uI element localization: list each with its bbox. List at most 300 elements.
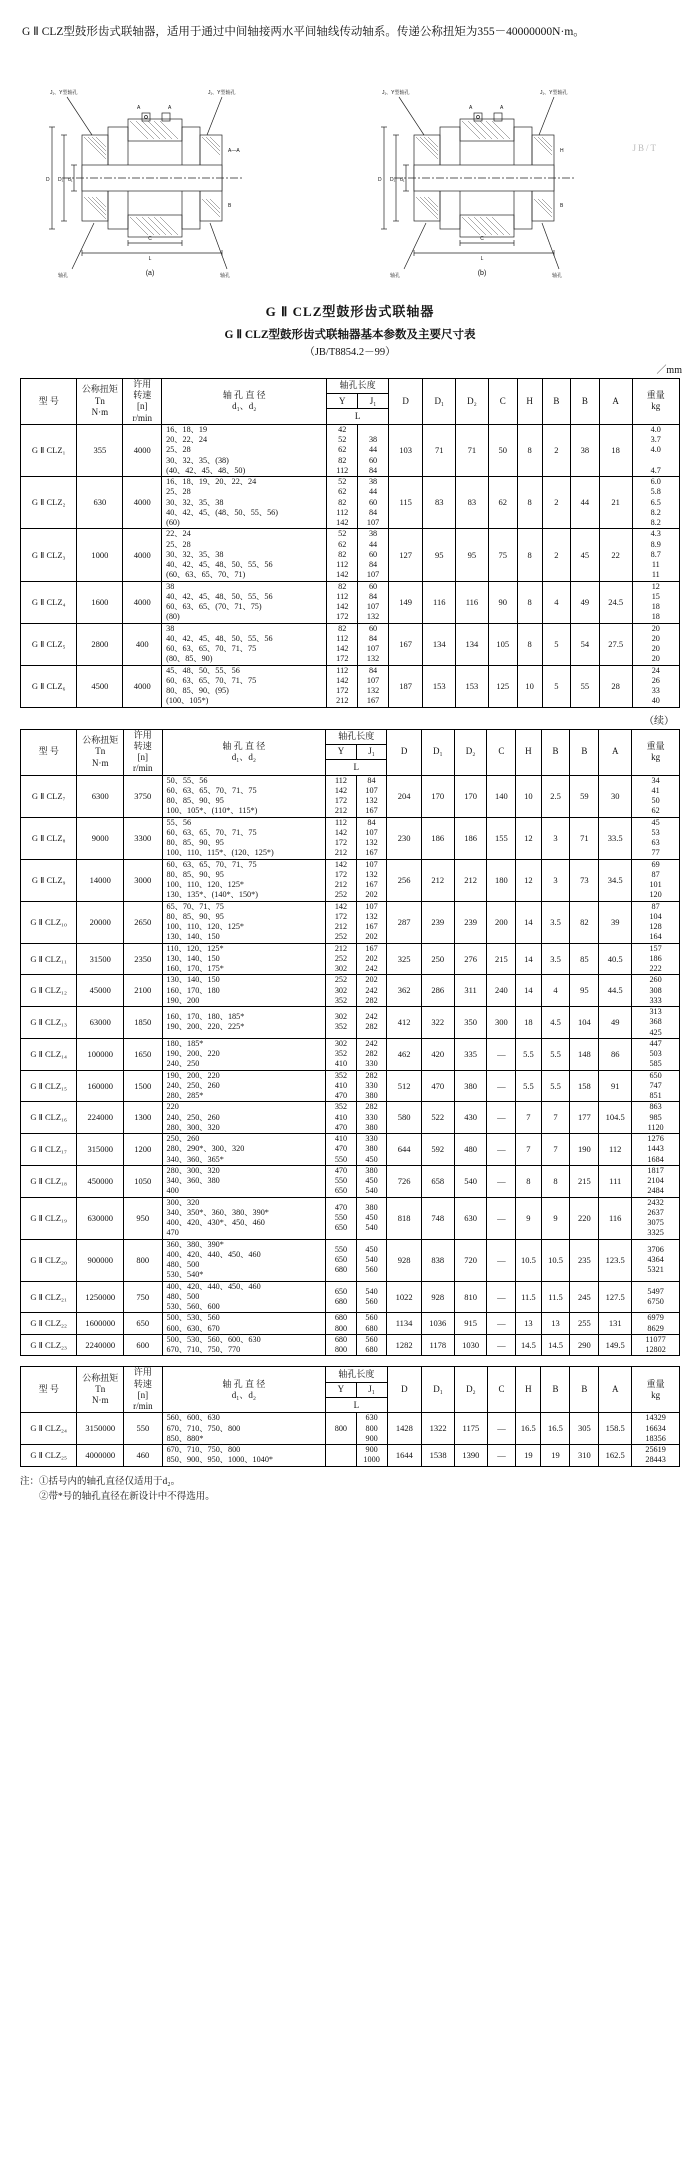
cell-torque: 1600 (77, 581, 123, 623)
cell-D1: 1178 (421, 1334, 454, 1356)
cell-H: 12 (516, 817, 541, 859)
assembly-figure (22, 57, 678, 287)
cell-model: G Ⅱ CLZ₇ (21, 775, 77, 817)
cell-Y: 352 410 470 (326, 1070, 357, 1102)
cell-bore: 16、18、19 20、22、24 25、28 30、32、35、(38) (40、42、45、48、50) (162, 424, 327, 476)
cell-B: 9 (541, 1197, 570, 1239)
cell-B2: 305 (570, 1413, 599, 1445)
table-row (21, 1313, 680, 1335)
table-row (21, 477, 680, 529)
cell-D: 412 (387, 1007, 422, 1039)
th-borelength: 轴孔长度 (326, 1367, 387, 1382)
cell-speed: 1650 (124, 1038, 162, 1070)
cell-model: G Ⅱ CLZ₂₂ (21, 1313, 77, 1335)
cell-torque: 100000 (77, 1038, 124, 1070)
cell-Y: 52 62 82 112 142 (327, 477, 358, 529)
cell-model: G Ⅱ CLZ₁₆ (21, 1102, 77, 1134)
cell-Y: 302 352 (326, 1007, 357, 1039)
cell-H: 7 (516, 1102, 541, 1134)
cell-speed: 3000 (124, 859, 162, 901)
cell-model: G Ⅱ CLZ₂₁ (21, 1281, 77, 1313)
cell-D1: 1036 (421, 1313, 454, 1335)
cell-speed: 460 (124, 1445, 162, 1467)
cell-A: 40.5 (599, 943, 632, 975)
th-Y: Y (327, 394, 358, 409)
cell-H: 8 (517, 623, 542, 665)
notes-block (20, 1475, 680, 1505)
th-L: L (326, 1397, 387, 1412)
cell-C: 105 (488, 623, 517, 665)
cell-bore: 22、24 25、28 30、32、35、38 40、42、45、48、50、55、56 (60、63、65、70、71) (162, 529, 327, 581)
svg-text:d₁: d₁ (400, 176, 405, 183)
th-B2: B (570, 729, 599, 775)
cell-B: 10.5 (541, 1239, 570, 1281)
th-L: L (327, 409, 389, 424)
th-D2: D₂ (454, 729, 487, 775)
cell-A: 33.5 (599, 817, 632, 859)
th-B2: B (571, 378, 600, 424)
cell-D1: 838 (421, 1239, 454, 1281)
cell-B: 3 (541, 817, 570, 859)
cell-model: G Ⅱ CLZ₁₉ (21, 1197, 77, 1239)
th-bore: 轴 孔 直 径 d₁、d₂ (162, 378, 327, 424)
cell-D2: 95 (456, 529, 489, 581)
cell-C: — (487, 1281, 516, 1313)
cell-B2: 255 (570, 1313, 599, 1335)
cell-B: 14.5 (541, 1334, 570, 1356)
cell-torque: 20000 (77, 901, 124, 943)
cell-B: 2 (542, 529, 570, 581)
cell-speed: 400 (123, 623, 162, 665)
cell-torque: 2240000 (77, 1334, 124, 1356)
cell-A: 162.5 (599, 1445, 632, 1467)
note-line-0 (20, 1475, 680, 1490)
cell-speed: 550 (124, 1413, 162, 1445)
cell-Y: 112 142 172 212 (326, 817, 357, 859)
cell-Y: 112 142 172 212 (326, 775, 357, 817)
cell-speed: 600 (124, 1334, 162, 1356)
cell-J1: 540 560 (356, 1281, 387, 1313)
cell-A: 18 (599, 424, 632, 476)
cell-bore: 65、70、71、75 80、85、90、95 100、110、120、125* 130、140、150 (162, 901, 326, 943)
svg-text:D₁: D₁ (390, 176, 396, 183)
cell-model: G Ⅱ CLZ₂₅ (21, 1445, 77, 1467)
cell-J1: 630 800 900 (356, 1413, 387, 1445)
th-B: B (541, 1367, 570, 1413)
cell-Y: 82 112 142 172 (327, 581, 358, 623)
cell-D: 1428 (387, 1413, 422, 1445)
cell-D1: 186 (421, 817, 454, 859)
th-Y: Y (326, 744, 357, 759)
cell-Y: 142 172 212 252 (326, 859, 357, 901)
cell-model: G Ⅱ CLZ₄ (21, 581, 77, 623)
cell-B2: 104 (570, 1007, 599, 1039)
notes-title: 注： (20, 1476, 40, 1487)
th-borelength: 轴孔长度 (327, 378, 389, 393)
cell-C: — (487, 1038, 516, 1070)
cell-J1: 282 330 380 (356, 1102, 387, 1134)
th-C: C (488, 378, 517, 424)
cell-J1: 60 84 107 132 (358, 623, 389, 665)
cell-A: 158.5 (599, 1413, 632, 1445)
cell-B2: 158 (570, 1070, 599, 1102)
cell-B: 5 (542, 623, 570, 665)
table-row (21, 1281, 680, 1313)
th-J1: J₁ (356, 1382, 387, 1397)
cell-torque: 63000 (77, 1007, 124, 1039)
cell-Y: 52 62 82 112 142 (327, 529, 358, 581)
cell-speed: 1500 (124, 1070, 162, 1102)
cell-A: 127.5 (599, 1281, 632, 1313)
cell-J1: 560 680 (356, 1313, 387, 1335)
cell-J1: 107 132 167 202 (356, 901, 387, 943)
cell-H: 10 (517, 665, 542, 707)
table-row (21, 817, 680, 859)
th-D1: D₁ (422, 1367, 455, 1413)
table-row (21, 775, 680, 817)
cell-weight: 11077 12802 (632, 1334, 680, 1356)
cell-C: 240 (487, 975, 516, 1007)
standard-code: （JB/T8854.2－99） (304, 346, 396, 358)
cell-B2: 148 (570, 1038, 599, 1070)
cell-torque: 630 (77, 477, 123, 529)
cell-torque: 900000 (77, 1239, 124, 1281)
cell-D2: 630 (454, 1197, 487, 1239)
cell-B2: 215 (570, 1165, 599, 1197)
cell-A: 49 (599, 1007, 632, 1039)
cell-bore: 560、600、630 670、710、750、800 850、880* (162, 1413, 326, 1445)
th-D: D (387, 1367, 422, 1413)
th-H: H (517, 378, 542, 424)
cell-J1: 380 450 540 (356, 1165, 387, 1197)
cell-D2: 311 (454, 975, 487, 1007)
th-C: C (487, 1367, 515, 1413)
svg-text:H: H (560, 147, 564, 154)
cell-B: 8 (541, 1165, 570, 1197)
cell-bore: 110、120、125* 130、140、150 160、170、175* (162, 943, 326, 975)
cell-Y: 352 410 470 (326, 1102, 357, 1134)
watermark: JB/T (632, 142, 658, 153)
table-row (21, 975, 680, 1007)
cell-D: 167 (388, 623, 423, 665)
th-speed: 许用 转速 [n] r/min (123, 378, 162, 424)
cell-torque: 31500 (77, 943, 124, 975)
cell-torque: 2800 (77, 623, 123, 665)
cell-weight: 650 747 851 (632, 1070, 680, 1102)
cell-H: 16.5 (516, 1413, 541, 1445)
cell-bore: 130、140、150 160、170、180 190、200 (162, 975, 326, 1007)
cell-speed: 1050 (124, 1165, 162, 1197)
cell-model: G Ⅱ CLZ₁₃ (21, 1007, 77, 1039)
cell-speed: 4000 (123, 529, 162, 581)
cell-D1: 250 (421, 943, 454, 975)
table-row (21, 1007, 680, 1039)
cell-J1: 202 242 282 (356, 975, 387, 1007)
cell-A: 149.5 (599, 1334, 632, 1356)
cell-speed: 4000 (123, 424, 162, 476)
cell-D2: 153 (456, 665, 489, 707)
cell-torque: 315000 (77, 1134, 124, 1166)
cell-bore: 250、260 280、290*、300、320 340、360、365* (162, 1134, 326, 1166)
cell-weight: 4.0 3.7 4.0 4.7 (632, 424, 679, 476)
cell-B2: 45 (571, 529, 600, 581)
cell-model: G Ⅱ CLZ₁₁ (21, 943, 77, 975)
cell-bore: 180、185* 190、200、220 240、250 (162, 1038, 326, 1070)
cell-torque: 4500 (77, 665, 123, 707)
cell-J1: 107 132 167 202 (356, 859, 387, 901)
cell-D1: 522 (421, 1102, 454, 1134)
cell-D2: 116 (456, 581, 489, 623)
cell-D2: 71 (456, 424, 489, 476)
cell-model: G Ⅱ CLZ₈ (21, 817, 77, 859)
cell-D1: 748 (421, 1197, 454, 1239)
cell-Y: 470 550 650 (326, 1165, 357, 1197)
cell-B2: 44 (571, 477, 600, 529)
cell-weight: 313 368 425 (632, 1007, 680, 1039)
cell-D2: 720 (454, 1239, 487, 1281)
cell-Y: 82 112 142 172 (327, 623, 358, 665)
cell-D2: 430 (454, 1102, 487, 1134)
cell-D1: 116 (423, 581, 456, 623)
table-row (21, 1445, 680, 1467)
cell-speed: 950 (124, 1197, 162, 1239)
cell-D: 512 (387, 1070, 422, 1102)
cell-D: 127 (388, 529, 423, 581)
th-C: C (487, 729, 516, 775)
cell-weight: 6979 8629 (632, 1313, 680, 1335)
cell-H: 14 (516, 943, 541, 975)
cell-H: 18 (516, 1007, 541, 1039)
svg-text:d₁: d₁ (68, 176, 73, 183)
cell-B: 5.5 (541, 1070, 570, 1102)
svg-text:L: L (148, 255, 152, 262)
cell-B2: 73 (570, 859, 599, 901)
cell-C: 50 (488, 424, 517, 476)
svg-text:D: D (46, 176, 50, 183)
cell-H: 14 (516, 901, 541, 943)
cell-Y: 42 52 62 82 112 (327, 424, 358, 476)
continued-label: （续） (644, 715, 674, 727)
cell-D1: 658 (421, 1165, 454, 1197)
cell-bore: 190、200、220 240、250、260 280、285* (162, 1070, 326, 1102)
cell-model: G Ⅱ CLZ₁₂ (21, 975, 77, 1007)
cell-D2: 810 (454, 1281, 487, 1313)
cell-D2: 350 (454, 1007, 487, 1039)
cell-B: 16.5 (541, 1413, 570, 1445)
cell-B2: 59 (570, 775, 599, 817)
cell-Y: 112 142 172 212 (327, 665, 358, 707)
table-row (21, 859, 680, 901)
cell-A: 22 (599, 529, 632, 581)
table-row (21, 1239, 680, 1281)
cell-A: 39 (599, 901, 632, 943)
cell-D1: 470 (421, 1070, 454, 1102)
cell-B2: 49 (571, 581, 600, 623)
cell-A: 91 (599, 1070, 632, 1102)
cell-speed: 2650 (124, 901, 162, 943)
cell-C: — (487, 1197, 516, 1239)
cell-D: 462 (387, 1038, 422, 1070)
cell-D2: 134 (456, 623, 489, 665)
cell-D1: 420 (421, 1038, 454, 1070)
cell-A: 111 (599, 1165, 632, 1197)
cell-B: 11.5 (541, 1281, 570, 1313)
cell-torque: 160000 (77, 1070, 124, 1102)
cell-B2: 290 (570, 1334, 599, 1356)
svg-text:A: A (469, 104, 473, 111)
svg-text:A—A: A—A (228, 147, 240, 154)
cell-D: 362 (387, 975, 422, 1007)
cell-bore: 500、530、560 600、630、670 (162, 1313, 326, 1335)
svg-text:J₁、Y型轴孔: J₁、Y型轴孔 (208, 89, 236, 96)
cell-H: 5.5 (516, 1038, 541, 1070)
cell-bore: 400、420、440、450、460 480、500 530、560、600 (162, 1281, 326, 1313)
cell-J1: 167 202 242 (356, 943, 387, 975)
cell-D: 928 (387, 1239, 422, 1281)
cell-model: G Ⅱ CLZ₁₈ (21, 1165, 77, 1197)
cell-C: — (487, 1313, 516, 1335)
cell-C: 200 (487, 901, 516, 943)
cell-B: 2.5 (541, 775, 570, 817)
note-line-1 (20, 1490, 680, 1505)
cell-B2: 38 (571, 424, 600, 476)
cell-H: 9 (516, 1197, 541, 1239)
cell-H: 8 (517, 529, 542, 581)
cell-D1: 71 (423, 424, 456, 476)
th-torque: 公称扭矩 Tn N·m (77, 1367, 124, 1413)
cell-D2: 170 (454, 775, 487, 817)
cell-A: 24.5 (599, 581, 632, 623)
cell-H: 7 (516, 1134, 541, 1166)
cell-D2: 1175 (454, 1413, 487, 1445)
cell-H: 12 (516, 859, 541, 901)
cell-B: 2 (542, 477, 570, 529)
cell-H: 13 (516, 1313, 541, 1335)
cell-B2: 85 (570, 943, 599, 975)
cell-D: 1282 (387, 1334, 422, 1356)
cell-D2: 915 (454, 1313, 487, 1335)
cell-C: — (487, 1070, 516, 1102)
cell-B: 4.5 (541, 1007, 570, 1039)
cell-weight: 24 26 33 40 (632, 665, 679, 707)
cell-speed: 3300 (124, 817, 162, 859)
th-torque: 公称扭矩 Tn N·m (77, 378, 123, 424)
cell-D1: 153 (423, 665, 456, 707)
cell-bore: 220 240、250、260 280、300、320 (162, 1102, 326, 1134)
cell-H: 14 (516, 975, 541, 1007)
table-row (21, 1334, 680, 1356)
cell-J1: 560 680 (356, 1334, 387, 1356)
cell-A: 116 (599, 1197, 632, 1239)
cell-D1: 83 (423, 477, 456, 529)
svg-text:D: D (378, 176, 382, 183)
th-A: A (599, 378, 632, 424)
cell-B2: 245 (570, 1281, 599, 1313)
th-bore: 轴 孔 直 径 d₁、d₂ (162, 729, 326, 775)
th-torque: 公称扭矩 Tn N·m (77, 729, 124, 775)
cell-Y: 680 800 (326, 1334, 357, 1356)
cell-B: 5 (542, 665, 570, 707)
cell-J1: 900 1000 (356, 1445, 387, 1467)
cell-D2: 186 (454, 817, 487, 859)
cell-H: 10 (516, 775, 541, 817)
cell-speed: 1200 (124, 1134, 162, 1166)
cell-weight: 14329 16634 18356 (632, 1413, 680, 1445)
cell-speed: 4000 (123, 477, 162, 529)
cell-J1: 38 44 60 84 (358, 424, 389, 476)
cell-C: — (487, 1165, 516, 1197)
svg-text:(b): (b) (477, 269, 487, 277)
cell-weight: 6.0 5.8 6.5 8.2 8.2 (632, 477, 679, 529)
th-D: D (388, 378, 423, 424)
th-B: B (541, 729, 570, 775)
cell-D1: 95 (423, 529, 456, 581)
cell-C: 155 (487, 817, 516, 859)
cell-J1: 450 540 560 (356, 1239, 387, 1281)
cell-B: 19 (541, 1445, 570, 1467)
cell-D1: 1538 (422, 1445, 455, 1467)
cell-C: — (487, 1445, 515, 1467)
svg-text:L: L (480, 255, 484, 262)
th-D2: D₂ (456, 378, 489, 424)
cell-H: 8 (517, 424, 542, 476)
cell-B: 5.5 (541, 1038, 570, 1070)
cell-D1: 212 (421, 859, 454, 901)
cell-D: 818 (387, 1197, 422, 1239)
svg-text:(a): (a) (145, 269, 155, 277)
svg-text:J₁、Y型轴孔: J₁、Y型轴孔 (382, 89, 410, 96)
cell-Y: 252 302 352 (326, 975, 357, 1007)
svg-text:轴孔: 轴孔 (390, 272, 401, 279)
svg-text:D₁: D₁ (58, 176, 64, 183)
cell-C: — (487, 1102, 516, 1134)
cell-B: 13 (541, 1313, 570, 1335)
cell-J1: 242 282 (356, 1007, 387, 1039)
cell-torque: 450000 (77, 1165, 124, 1197)
cell-weight: 5497 6750 (632, 1281, 680, 1313)
cell-J1: 242 282 330 (356, 1038, 387, 1070)
svg-text:C: C (148, 235, 152, 242)
cell-weight: 447 503 585 (632, 1038, 680, 1070)
th-D2: D₂ (454, 1367, 487, 1413)
cell-bore: 500、530、560、600、630 670、710、750、770 (162, 1334, 326, 1356)
cell-C: 140 (487, 775, 516, 817)
cell-H: 19 (516, 1445, 541, 1467)
th-weight: 重量 kg (632, 1367, 680, 1413)
cell-A: 104.5 (599, 1102, 632, 1134)
note-item-1: ②带*号的轴孔直径在新设计中不得选用。 (39, 1491, 215, 1502)
cell-A: 123.5 (599, 1239, 632, 1281)
cell-C: 75 (488, 529, 517, 581)
table-row (21, 665, 680, 707)
cell-Y: 410 470 550 (326, 1134, 357, 1166)
cell-bore: 60、63、65、70、71、75 80、85、90、95 100、110、120、125* 130、135*、(140*、150*) (162, 859, 326, 901)
cell-model: G Ⅱ CLZ₆ (21, 665, 77, 707)
cell-bore: 280、300、320 340、360、380 400 (162, 1165, 326, 1197)
cell-D2: 335 (454, 1038, 487, 1070)
cell-torque: 1600000 (77, 1313, 124, 1335)
cell-H: 14.5 (516, 1334, 541, 1356)
cell-B2: 190 (570, 1134, 599, 1166)
cell-H: 11.5 (516, 1281, 541, 1313)
table-row (21, 1134, 680, 1166)
table-row (21, 529, 680, 581)
cell-D2: 1030 (454, 1334, 487, 1356)
table-row (21, 623, 680, 665)
cell-torque: 630000 (77, 1197, 124, 1239)
table-caption: G Ⅱ CLZ型鼓形齿式联轴器基本参数及主要尺寸表 (224, 328, 476, 341)
svg-text:B: B (560, 202, 564, 209)
